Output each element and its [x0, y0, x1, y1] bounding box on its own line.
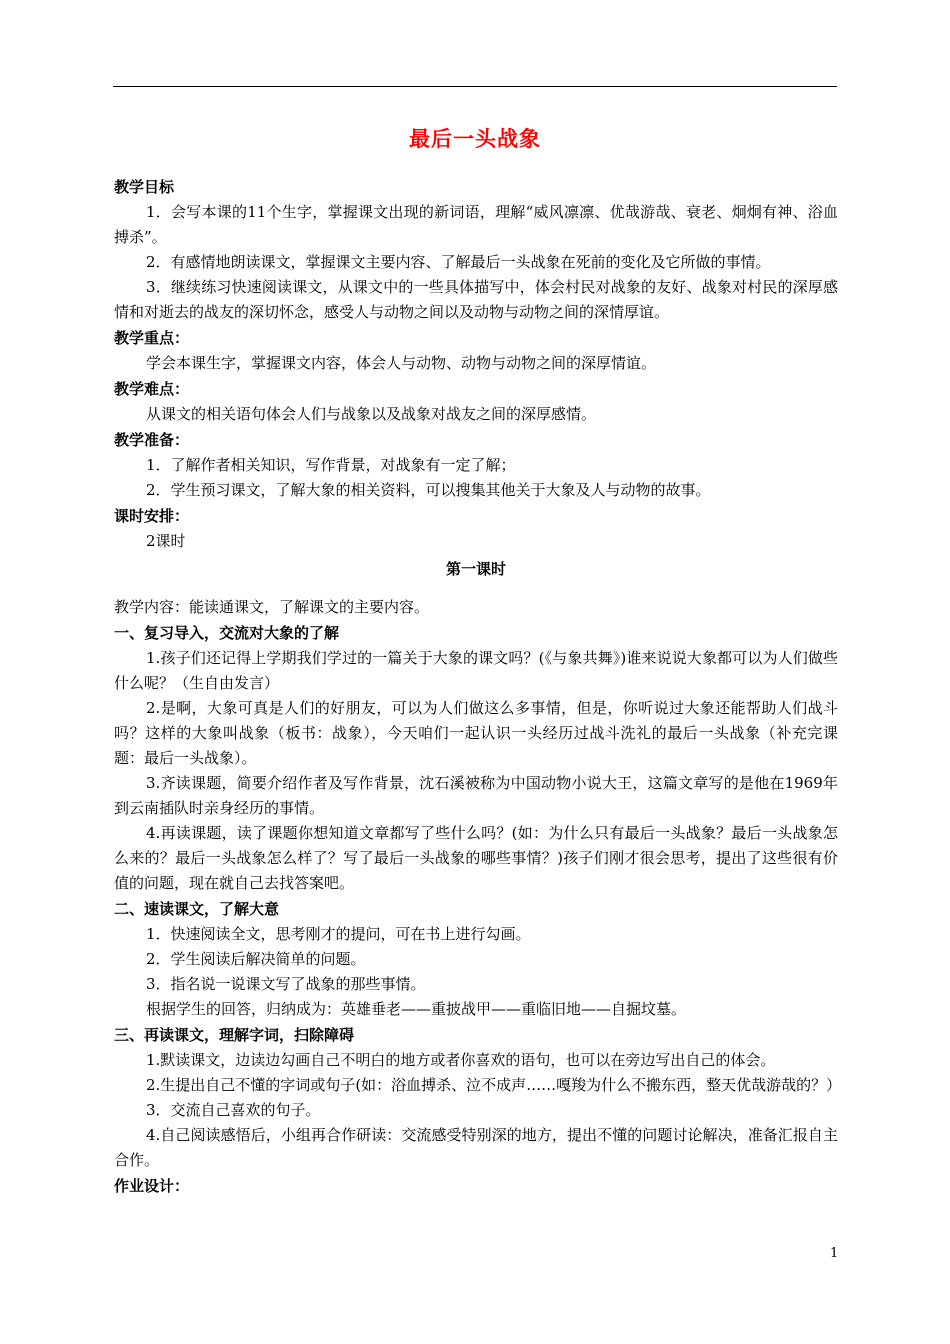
document-title: 最后一头战象 [409, 126, 541, 151]
section-item: 3．指名说一说课文写了战象的那些事情。 [146, 975, 426, 993]
section-item: 1．快速阅读全文，思考刚才的提问，可在书上进行勾画。 [146, 925, 531, 943]
section-heading: 三、再读课文，理解字词，扫除障碍 [114, 1026, 355, 1044]
section-item: 4.自己阅读感悟后，小组再合作研读：交流感受特别深的地方，提出不懂的问题讨论解决，准备汇报自主合作。 [114, 1126, 838, 1169]
difficulty-text: 从课文的相关语句体会人们与战象以及战象对战友之间的深厚感情。 [146, 405, 597, 423]
preparation-heading: 教学准备： [114, 431, 190, 449]
section-item: 4.再读课题，读了课题你想知道文章都写了些什么吗？(如：为什么只有最后一头战象？最后一头战象怎么来的？最后一头战象怎么样了？写了最后一头战象的哪些事情？)孩子们刚才很会思考，提出了这些很有价值的问题，现在就自己去找答案吧。 [114, 824, 838, 892]
schedule-text: 2课时 [146, 532, 186, 550]
section-item: 1.默读课文，边读边勾画自己不明白的地方或者你喜欢的语句，也可以在旁边写出自己的体会。 [146, 1051, 776, 1069]
section-item: 根据学生的回答，归纳成为：英雄垂老——重披战甲——重临旧地——自掘坟墓。 [146, 1000, 687, 1018]
key-points-heading: 教学重点： [114, 329, 190, 347]
preparation-item: 1．了解作者相关知识，写作背景，对战象有一定了解； [146, 456, 516, 474]
document-body [114, 174, 842, 1199]
section-item: 2.是啊，大象可真是人们的好朋友，可以为人们做这么多事情，但是，你听说过大象还能帮助人们战斗吗？这样的大象叫战象（板书：战象），今天咱们一起认识一头经历过战斗洗礼的最后一头战象（补充完课题：最后一头战象）。 [114, 699, 838, 767]
preparation-item: 2．学生预习课文，了解大象的相关资料，可以搜集其他关于大象及人与动物的故事。 [146, 481, 711, 499]
key-points-text: 学会本课生字，掌握课文内容，体会人与动物、动物与动物之间的深厚情谊。 [146, 354, 657, 372]
difficulty-heading: 教学难点： [114, 380, 190, 398]
section-item: 2.生提出自己不懂的字词或句子(如：浴血搏杀、泣不成声……嘎羧为什么不搬东西，整天优哉游哉的？） [146, 1076, 842, 1094]
section-item: 1.孩子们还记得上学期我们学过的一篇关于大象的课文吗？(《与象共舞》)谁来说说大象都可以为人们做些什么呢？（生自由发言） [114, 649, 838, 692]
lesson-title: 第一课时 [445, 560, 506, 578]
section-heading: 二、速读课文，了解大意 [114, 900, 280, 918]
lesson-content: 教学内容：能读通课文，了解课文的主要内容。 [114, 598, 430, 616]
goal-item: 1．会写本课的11个生字，掌握课文出现的新词语，理解“威风凛凛、优哉游哉、衰老、炯炯有神、浴血搏杀”。 [114, 203, 838, 246]
page-number: 1 [830, 1246, 839, 1261]
goals-heading: 教学目标 [114, 178, 175, 196]
header-rule [113, 86, 837, 87]
homework-heading: 作业设计： [114, 1177, 190, 1195]
section-item: 2．学生阅读后解决简单的问题。 [146, 950, 366, 968]
section-item: 3.齐读课题，简要介绍作者及写作背景，沈石溪被称为中国动物小说大王，这篇文章写的是他在1969年到云南插队时亲身经历的事情。 [114, 774, 838, 817]
goal-item: 2．有感情地朗读课文，掌握课文主要内容、了解最后一头战象在死前的变化及它所做的事情。 [146, 253, 771, 271]
section-item: 3．交流自己喜欢的句子。 [146, 1101, 321, 1119]
goal-item: 3．继续练习快速阅读课文，从课文中的一些具体描写中，体会村民对战象的友好、战象对村民的深厚感情和对逝去的战友的深切怀念，感受人与动物之间以及动物与动物之间的深情厚谊。 [114, 278, 838, 321]
schedule-heading: 课时安排： [114, 507, 190, 525]
section-heading: 一、复习导入，交流对大象的了解 [114, 624, 340, 642]
